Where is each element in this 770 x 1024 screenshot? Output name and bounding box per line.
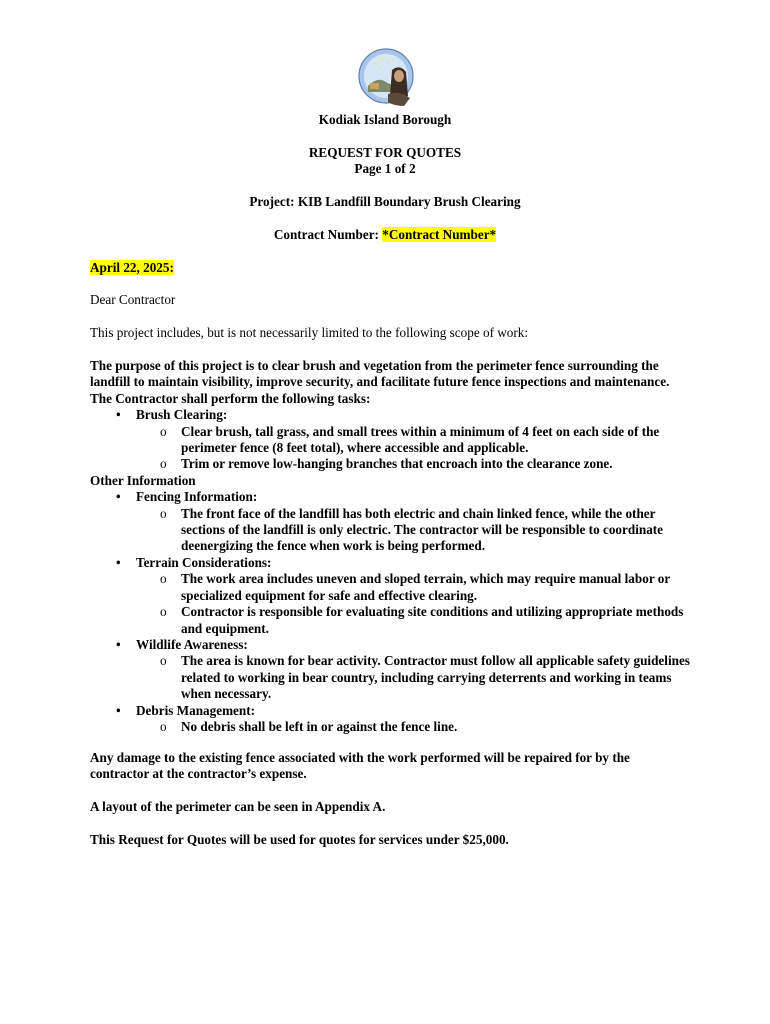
- item-title: Terrain Considerations:: [136, 554, 272, 570]
- sub-bullet-icon: o: [160, 653, 167, 669]
- layout-paragraph: A layout of the perimeter can be seen in Appendix A.: [90, 799, 386, 814]
- intro-paragraph: This project includes, but is not necessarily limited to the following scope of work:: [90, 325, 529, 340]
- purpose-paragraph: The purpose of this project is to clear brush and vegetation from the perimeter fence surrounding the landfill to maintain visibility, improve security, and facilitate future fence inspections and maintenance. The Contractor shall perform the following tasks:: [90, 358, 670, 406]
- other-terrain-considerations: [90, 555, 690, 637]
- sub-bullet-icon: o: [160, 456, 167, 472]
- sub-bullet-icon: o: [160, 718, 167, 734]
- other-information-list: [90, 489, 690, 735]
- threshold-paragraph: This Request for Quotes will be used for quotes for services under $25,000.: [90, 832, 509, 847]
- contract-number-label: Contract Number:: [273, 227, 383, 242]
- list-item: o No debris shall be left in or against the fence line.: [160, 718, 458, 734]
- task-sublist: [136, 424, 690, 473]
- list-item: o The area is known for bear activity. Contractor must follow all applicable safety guidelines related to working in bear country, including carrying deterrents and working in teams when necessary.: [160, 653, 690, 702]
- sub-bullet-icon: o: [160, 505, 167, 521]
- other-wildlife-awareness: [90, 637, 690, 703]
- date-line: [90, 260, 690, 276]
- page-indicator: Page 1 of 2: [354, 161, 416, 176]
- sub-bullet-icon: o: [160, 571, 167, 587]
- other-debris-management: [90, 703, 690, 736]
- document-title: REQUEST FOR QUOTES: [308, 145, 462, 160]
- scope-section: [90, 358, 690, 735]
- list-item: o Trim or remove low-hanging branches that encroach into the clearance zone.: [160, 456, 613, 472]
- project-title: Project: KIB Landfill Boundary Brush Clearing: [249, 194, 521, 209]
- task-brush-clearing: [90, 407, 690, 473]
- contract-number-line: [0, 227, 770, 243]
- task-list: [90, 407, 690, 473]
- organization-name: Kodiak Island Borough: [318, 112, 452, 127]
- list-item: o Clear brush, tall grass, and small trees within a minimum of 4 feet on each side of the perimeter fence (8 feet total), where accessible and applicable.: [160, 423, 660, 456]
- item-title: Wildlife Awareness:: [136, 636, 248, 652]
- list-item: o The work area includes uneven and sloped terrain, which may require manual labor or specialized equipment for safe and effective clearing.: [160, 571, 670, 603]
- bullet-icon: •: [116, 489, 121, 505]
- letter-date: April 22, 2025:: [90, 260, 174, 275]
- bullet-icon: •: [116, 702, 121, 718]
- salutation: Dear Contractor: [90, 292, 176, 307]
- item-title: Fencing Information:: [136, 489, 258, 505]
- item-title: Debris Management:: [136, 702, 256, 718]
- contract-number-value: *Contract Number*: [382, 227, 497, 242]
- other-information-heading: Other Information: [90, 472, 196, 488]
- sub-bullet-icon: o: [160, 423, 167, 439]
- sub-bullet-icon: o: [160, 604, 167, 620]
- other-fencing-information: [90, 489, 690, 555]
- bullet-icon: •: [116, 407, 121, 423]
- borough-seal-icon: [354, 46, 418, 110]
- list-item: o The front face of the landfill has both electric and chain linked fence, while the other sections of the landfill is only electric. The contractor will be responsible to coordinate deenergizing the fence when work is being performed.: [160, 505, 664, 554]
- bullet-icon: •: [116, 554, 121, 570]
- bullet-icon: •: [116, 636, 121, 652]
- damage-paragraph: Any damage to the existing fence associated with the work performed will be repaired for by the contractor at the contractor’s expense.: [90, 750, 630, 782]
- list-item: o Contractor is responsible for evaluating site conditions and utilizing appropriate methods and equipment.: [160, 604, 684, 636]
- task-title: Brush Clearing:: [136, 407, 228, 423]
